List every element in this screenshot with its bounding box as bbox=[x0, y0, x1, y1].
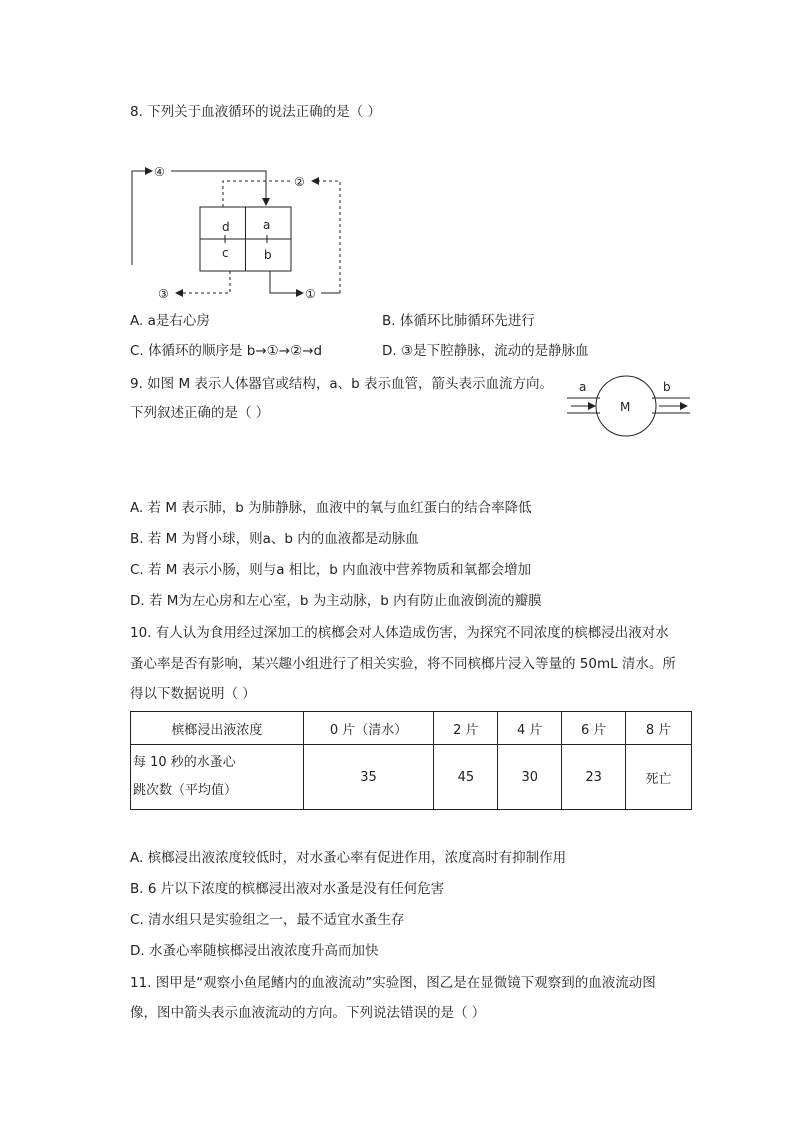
label-1: ① bbox=[305, 287, 316, 301]
chamber-label-b: b bbox=[264, 248, 272, 262]
table-cell: 死亡 bbox=[626, 745, 692, 810]
table-cell: 30 bbox=[498, 745, 562, 810]
q9-option-c: C. 若 M 表示小肠，则与a 相比，b 内血液中营养物质和氧都会增加 bbox=[130, 562, 532, 578]
table-header-cell: 槟榔浸出液浓度 bbox=[131, 712, 304, 745]
vessel-label-a: a bbox=[579, 380, 587, 394]
table-row bbox=[131, 745, 692, 810]
label-2: ② bbox=[294, 175, 305, 189]
q10-stem-line3: 得以下数据说明（ ） bbox=[130, 686, 256, 702]
q10-option-b: B. 6 片以下浓度的槟榔浸出液对水蚤是没有任何危害 bbox=[130, 881, 445, 897]
q9-organ-diagram bbox=[565, 373, 693, 441]
chamber-label-a: a bbox=[263, 218, 271, 232]
label-4: ④ bbox=[154, 165, 165, 179]
q9-option-a: A. 若 M 表示肺，b 为肺静脉，血液中的氧与血红蛋白的结合率降低 bbox=[130, 500, 532, 516]
table-header-row bbox=[131, 712, 692, 745]
organ-label-m: M bbox=[620, 400, 631, 414]
q10-option-c: C. 清水组只是实验组之一，最不适宜水蚤生存 bbox=[130, 912, 405, 928]
q8-stem: 8. 下列关于血液循环的说法正确的是（ ） bbox=[130, 104, 381, 120]
q8-option-d: D. ③是下腔静脉，流动的是静脉血 bbox=[382, 343, 589, 359]
q10-stem-line2: 蚤心率是否有影响，某兴趣小组进行了相关实验，将不同槟榔片浸入等量的 50mL 清水。所 bbox=[130, 656, 676, 672]
table-cell: 35 bbox=[303, 745, 434, 810]
q10-option-d: D. 水蚤心率随槟榔浸出液浓度升高而加快 bbox=[130, 943, 379, 959]
row-label-line2: 跳次数（平均值） bbox=[133, 783, 238, 798]
table-header-cell: 8 片 bbox=[626, 712, 692, 745]
chamber-label-d: d bbox=[222, 220, 230, 234]
table-header-cell: 4 片 bbox=[498, 712, 562, 745]
q11-stem-line1: 11. 图甲是“观察小鱼尾鳍内的血液流动”实验图，图乙是在显微镜下观察到的血液流动图 bbox=[130, 975, 656, 991]
q9-option-d: D. 若 M为左心房和左心室，b 为主动脉，b 内有防止血液倒流的瓣膜 bbox=[130, 593, 542, 609]
row-label-line1: 每 10 秒的水蚤心 bbox=[133, 755, 236, 770]
chamber-label-c: c bbox=[222, 246, 229, 260]
q8-option-c: C. 体循环的顺序是 b→①→②→d bbox=[130, 343, 323, 359]
q11-stem-line2: 像，图中箭头表示血液流动的方向。下列说法错误的是（ ） bbox=[130, 1005, 486, 1021]
table-header-cell: 2 片 bbox=[434, 712, 498, 745]
table-header-cell: 6 片 bbox=[562, 712, 626, 745]
label-3: ③ bbox=[158, 287, 169, 301]
q9-option-b: B. 若 M 为肾小球，则a、b 内的血液都是动脉血 bbox=[130, 531, 419, 547]
q9-stem-line1: 9. 如图 M 表示人体器官或结构，a、b 表示血管，箭头表示血流方向。 bbox=[130, 376, 554, 392]
table-row-label bbox=[131, 745, 304, 810]
q8-option-a: A. a是右心房 bbox=[130, 313, 210, 329]
q10-option-a: A. 槟榔浸出液浓度较低时，对水蚤心率有促进作用，浓度高时有抑制作用 bbox=[130, 850, 567, 866]
q10-stem-line1: 10. 有人认为食用经过深加工的槟榔会对人体造成伤害，为探究不同浓度的槟榔浸出液对水 bbox=[130, 625, 669, 641]
q10-data-table bbox=[130, 711, 692, 810]
vessel-label-b: b bbox=[663, 380, 671, 394]
table-header-cell: 0 片（清水） bbox=[303, 712, 434, 745]
q9-stem-line2: 下列叙述正确的是（ ） bbox=[130, 405, 270, 421]
table-cell: 23 bbox=[562, 745, 626, 810]
q8-option-b: B. 体循环比肺循环先进行 bbox=[382, 313, 535, 329]
table-cell: 45 bbox=[434, 745, 498, 810]
q8-heart-diagram bbox=[120, 155, 360, 310]
